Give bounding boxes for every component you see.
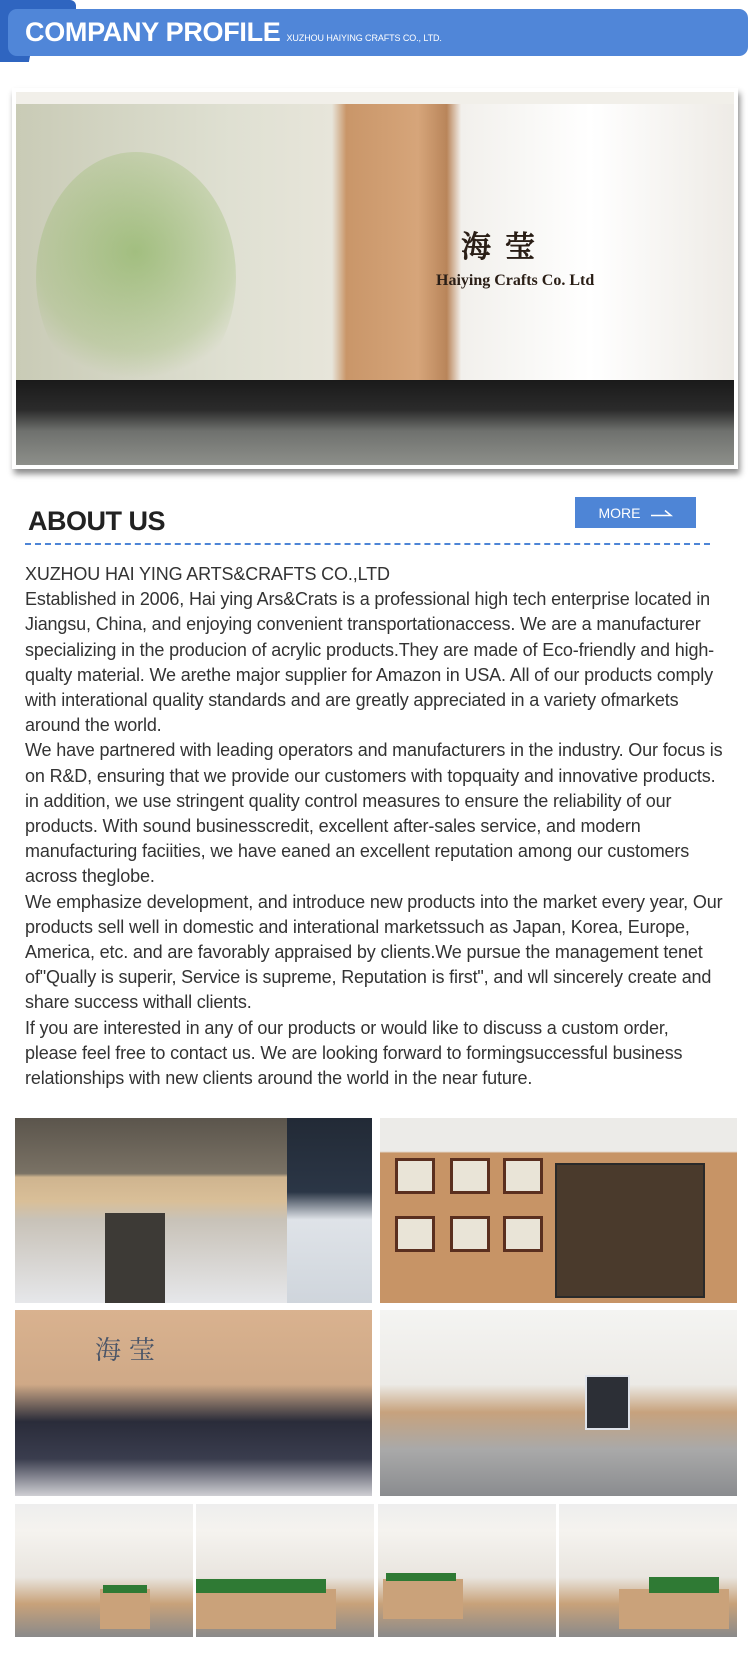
page-title: COMPANY PROFILE bbox=[25, 17, 281, 47]
photo-detail bbox=[287, 1118, 372, 1303]
photo-detail bbox=[450, 1158, 490, 1194]
photo-detail bbox=[503, 1158, 543, 1194]
photo-detail bbox=[395, 1158, 435, 1194]
photo-detail bbox=[105, 1213, 165, 1303]
about-paragraph: Established in 2006, Hai ying Ars&Crats is a professional high tech enterprise located in Jiangsu, China, and enjoying convenient transportationaccess. We are a manufacturer specializing in the producion of acrylic products.They are made of Eco-friendly and high-qualty material. We arethe major supplier for Amazon in USA. All of our products comply with interational quality standards and are greatly appreciated in a variety ofmarkets around the world. bbox=[25, 589, 715, 736]
photo-showroom-1 bbox=[15, 1504, 193, 1637]
photo-detail bbox=[649, 1577, 719, 1593]
photo-detail bbox=[386, 1573, 456, 1581]
hero-image bbox=[16, 92, 734, 465]
page-subtitle: XUZHOU HAIYING CRAFTS CO., LTD. bbox=[286, 32, 442, 43]
photo-detail bbox=[619, 1589, 729, 1629]
photo-showroom-4 bbox=[559, 1504, 737, 1637]
arrow-right-icon bbox=[651, 509, 673, 517]
hero-tree bbox=[36, 152, 236, 402]
about-us-heading: ABOUT US bbox=[28, 506, 165, 536]
photo-detail bbox=[503, 1216, 543, 1252]
section-divider bbox=[25, 543, 710, 545]
hero-image-frame bbox=[12, 88, 738, 469]
photo-detail bbox=[100, 1589, 150, 1629]
photo-detail bbox=[450, 1216, 490, 1252]
hero-sign-english: Haiying Crafts Co. Ltd bbox=[436, 272, 595, 289]
section-header-banner bbox=[8, 9, 748, 56]
photo-detail bbox=[585, 1375, 630, 1430]
about-us-body bbox=[25, 562, 725, 1091]
photo-team bbox=[15, 1310, 372, 1496]
company-name: XUZHOU HAI YING ARTS&CRAFTS CO.,LTD bbox=[25, 564, 390, 584]
photo-showroom-3 bbox=[378, 1504, 556, 1637]
photo-detail bbox=[196, 1579, 326, 1593]
photo-office bbox=[380, 1310, 737, 1496]
more-button-label: MORE bbox=[598, 504, 641, 521]
hero-floor bbox=[16, 380, 734, 465]
photo-certificates bbox=[380, 1118, 737, 1303]
photo-detail bbox=[196, 1589, 336, 1629]
photo-detail bbox=[103, 1585, 147, 1593]
hero-sign-chinese: 海莹 bbox=[461, 230, 549, 265]
photo-detail bbox=[395, 1216, 435, 1252]
photo-detail bbox=[383, 1579, 463, 1619]
about-paragraph: We emphasize development, and introduce new products into the market every year, Our products sell well in domestic and interational marketssuch as Japan, Korea, Europe, America, etc. and are favorably appraised by clients.We pursue the management tenet of"Qually is superir, Service is supreme, Reputation is first", and wll sincerely create and share success withall clients. bbox=[25, 891, 723, 1013]
about-paragraph: If you are interested in any of our products or would like to discuss a custom order, please feel free to contact us. We are looking forward to formingsuccessful business relationships with new clients around the world in the near future. bbox=[25, 1017, 683, 1089]
more-button[interactable] bbox=[575, 497, 696, 528]
about-paragraph: We have partnered with leading operators and manufacturers in the industry. Our focus is on R&D, ensuring that we provide our customers with topquaity and innovative products. in addition, we use stringent quality control measures to ensure the reliability of our products. With sound businesscredit, excellent after-sales service, and modern manufacturing faciities, we have eaned an excellent reputation among our customers across theglobe. bbox=[25, 740, 723, 887]
photo-detail bbox=[555, 1163, 705, 1298]
photo-building-entrance bbox=[15, 1118, 372, 1303]
photo-showroom-2 bbox=[196, 1504, 374, 1637]
hero-ceiling bbox=[16, 92, 734, 104]
photo-team-sign: 海莹 bbox=[95, 1336, 164, 1366]
